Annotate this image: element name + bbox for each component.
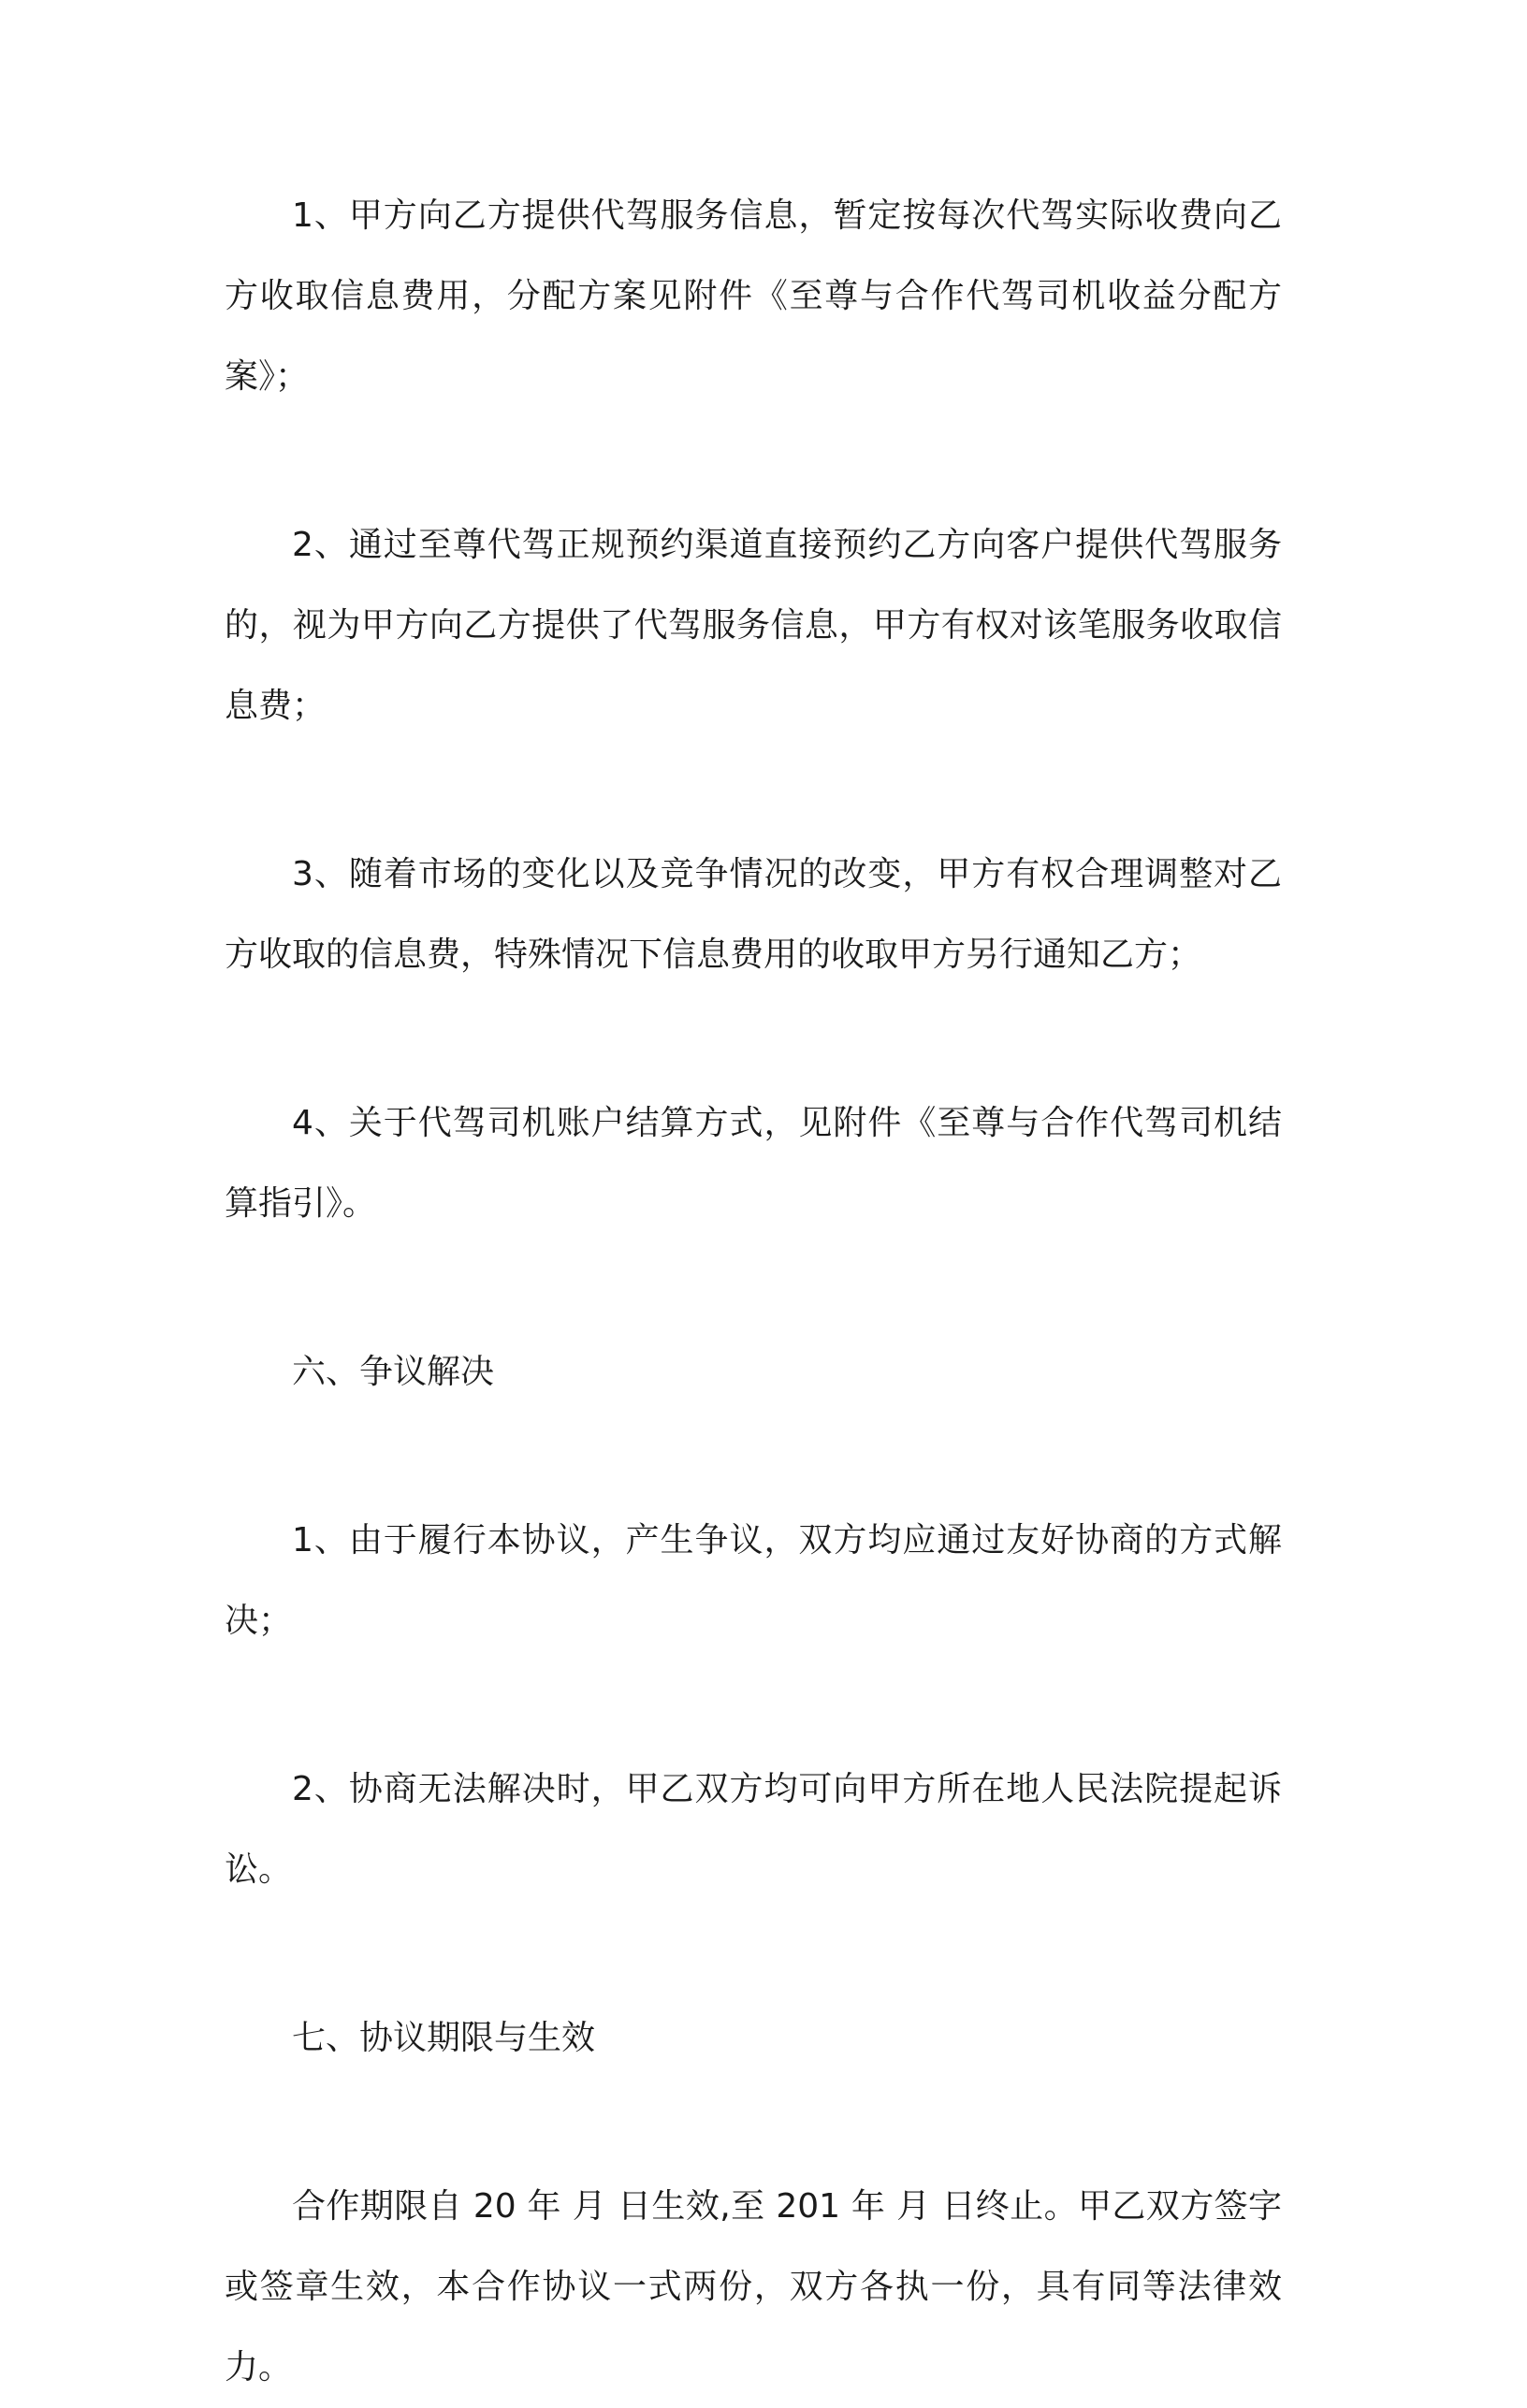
clause-5-1: 1、甲方向乙方提供代驾服务信息，暂定按每次代驾实际收费向乙方收取信息费用，分配方案见附件《至尊与合作代驾司机收益分配方案》； xyxy=(225,196,1282,396)
document-page xyxy=(225,176,1282,2408)
clause-6-1: 1、由于履行本协议，产生争议，双方均应通过友好协商的方式解决； xyxy=(225,1521,1282,1640)
clause-5-4: 4、关于代驾司机账户结算方式，见附件《至尊与合作代驾司机结算指引》。 xyxy=(225,1104,1282,1223)
section-heading-term: 七、协议期限与生效 xyxy=(292,2019,596,2057)
clause-6-2: 2、协商无法解决时，甲乙双方均可向甲方所在地人民法院提起诉讼。 xyxy=(225,1770,1282,1889)
clause-7-term: 合作期限自 20 年 月 日生效,至 201 年 月 日终止。甲乙双方签字或签章生效，本合作协议一式两份，双方各执一份，具有同等法律效力。 xyxy=(225,2187,1282,2386)
clause-5-2: 2、通过至尊代驾正规预约渠道直接预约乙方向客户提供代驾服务的，视为甲方向乙方提供了代驾服务信息，甲方有权对该笔服务收取信息费； xyxy=(225,526,1282,725)
clause-5-3: 3、随着市场的变化以及竞争情况的改变，甲方有权合理调整对乙方收取的信息费，特殊情况下信息费用的收取甲方另行通知乙方； xyxy=(225,855,1282,974)
section-heading-dispute: 六、争议解决 xyxy=(292,1353,495,1391)
